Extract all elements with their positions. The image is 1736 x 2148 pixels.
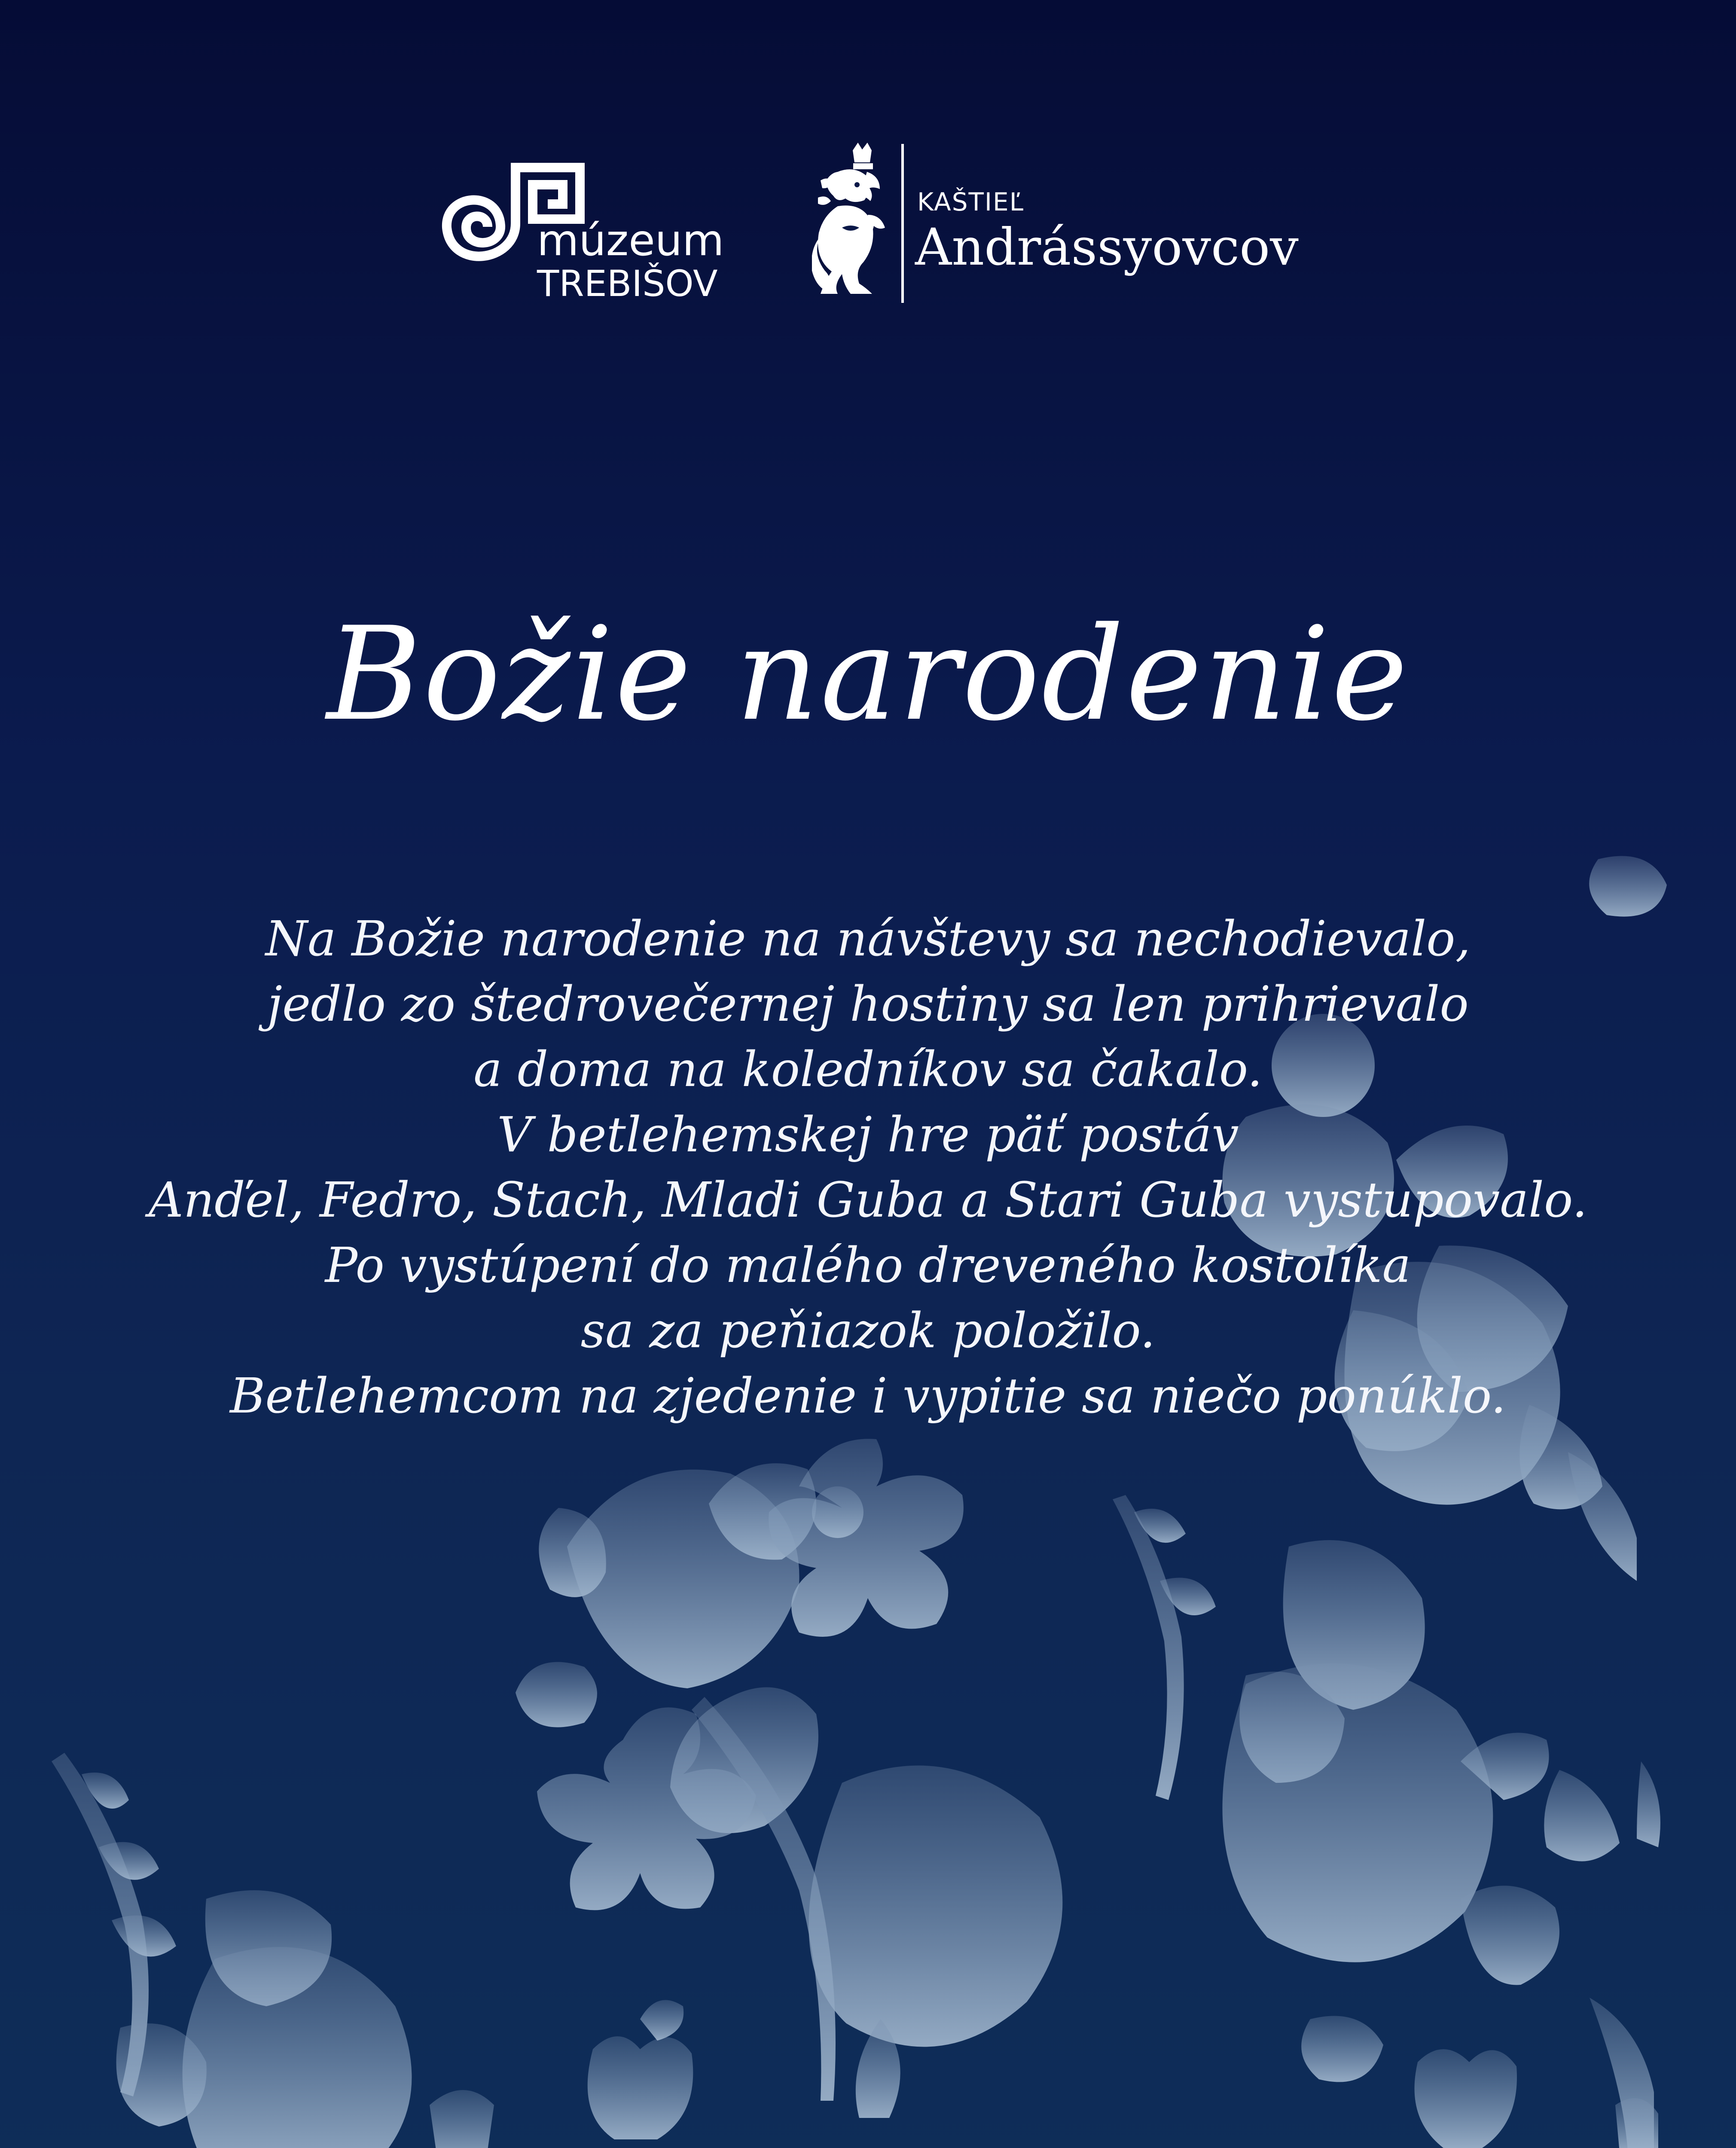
muzeum-word: múzeum	[537, 215, 724, 265]
poem-line: Po vystúpení do malého dreveného kostolíka	[325, 1238, 1411, 1294]
poem-line: Anďel, Fedro, Stach, Mladi Guba a Stari Guba vystupovalo.	[148, 1172, 1588, 1228]
kastiel-label: KAŠTIEĽ	[917, 187, 1025, 217]
page-title: Božie narodenie	[326, 599, 1410, 749]
poem-text	[0, 906, 1736, 1429]
poem-line: Na Božie narodenie na návštevy sa nechodievalo,	[265, 911, 1471, 967]
poem-line: a doma na koledníkov sa čakalo.	[473, 1042, 1263, 1098]
poem-line: Betlehemcom na zjedenie i vypitie sa niečo ponúklo.	[230, 1368, 1506, 1424]
kastiel-name: Andrássyovcov	[915, 217, 1299, 277]
poem-line: V betlehemskej hre päť postáv	[497, 1107, 1239, 1163]
muzeum-town: TREBIŠOV	[537, 262, 718, 305]
poem-line: jedlo zo štedrovečernej hostiny sa len prihrievalo	[267, 976, 1469, 1032]
poem-line: sa za peňiazok položilo.	[580, 1303, 1156, 1359]
